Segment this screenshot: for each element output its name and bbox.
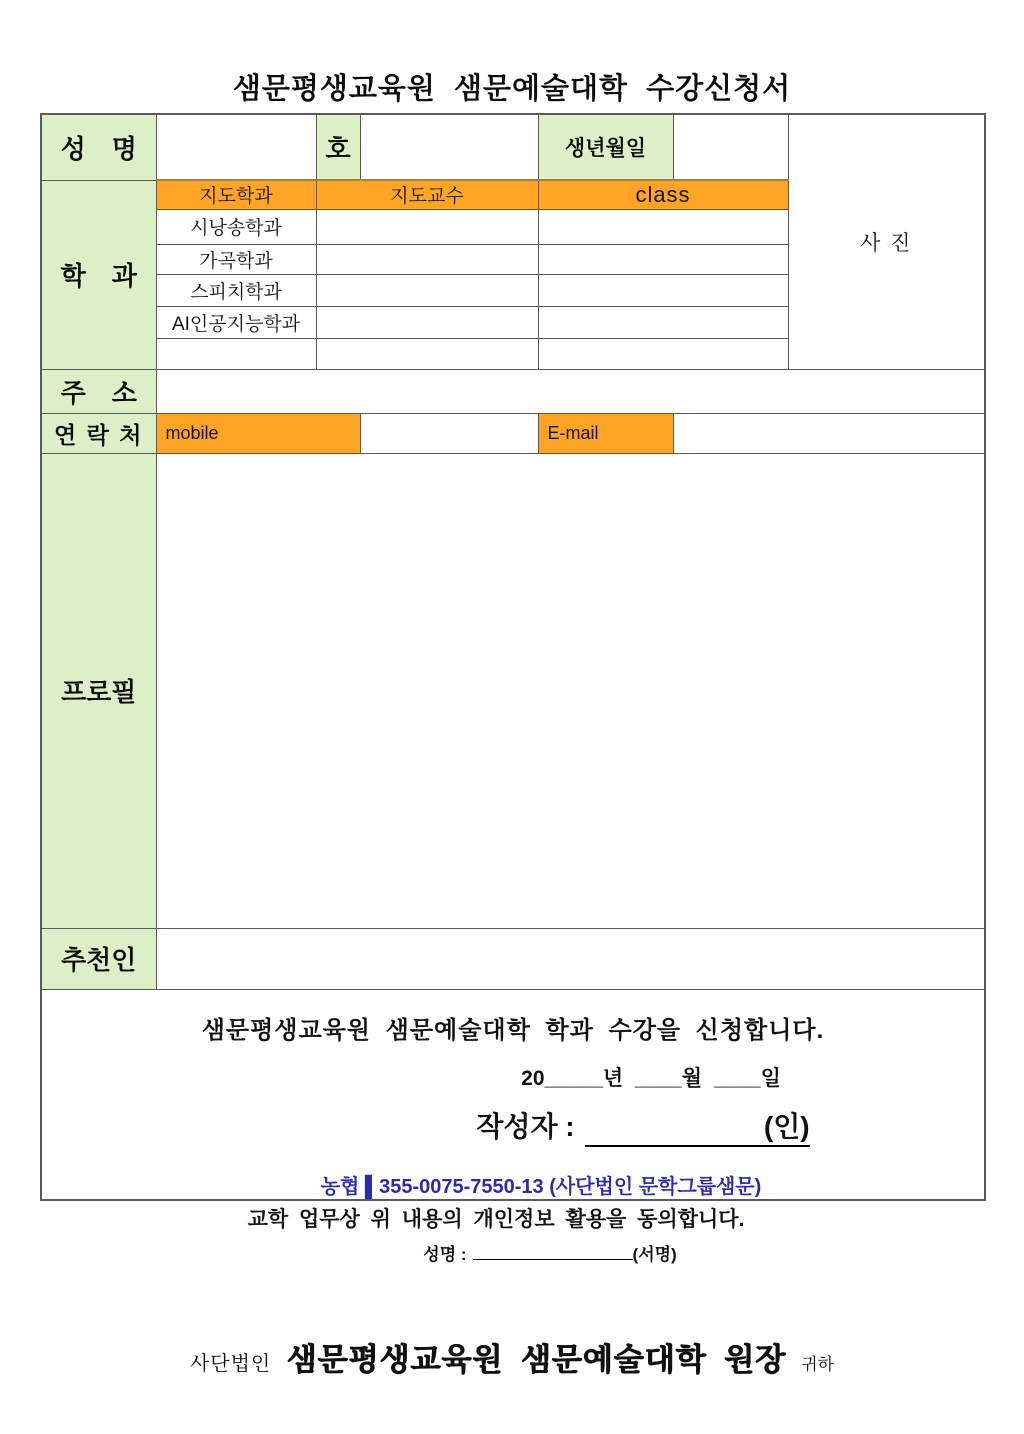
dept-row-speech: 스피치학과 bbox=[156, 274, 316, 306]
professor-cell-3[interactable] bbox=[316, 274, 538, 306]
advisor-professor-header: 지도교수 bbox=[316, 180, 538, 209]
mobile-value-cell[interactable] bbox=[360, 413, 538, 453]
addressee-line bbox=[0, 1334, 1024, 1379]
sign-name-blank[interactable] bbox=[473, 1259, 633, 1260]
writer-signature-blank[interactable] bbox=[585, 1105, 810, 1147]
signature-line bbox=[38, 1240, 1024, 1265]
class-cell-5[interactable] bbox=[538, 338, 788, 369]
writer-label: 작성자 : bbox=[476, 1110, 575, 1142]
date-fill-line[interactable]: 20_____년 ____월 ____일 bbox=[521, 1066, 781, 1090]
birthdate-label: 생년월일 bbox=[538, 114, 673, 180]
org-prefix: 사단법인 bbox=[189, 1353, 272, 1375]
writer-line bbox=[172, 1105, 985, 1147]
contact-label: 연 락 처 bbox=[41, 413, 156, 453]
sign-suffix: (서명) bbox=[632, 1245, 677, 1264]
photo-box: 사 진 bbox=[788, 114, 985, 369]
address-label: 주 소 bbox=[41, 369, 156, 413]
registration-form-table bbox=[40, 113, 986, 1201]
application-statement: 샘문평생교육원 샘문예술대학 학과 수강을 신청합니다. bbox=[201, 1016, 825, 1044]
dept-row-ai: AI인공지능학과 bbox=[156, 306, 316, 338]
class-cell-3[interactable] bbox=[538, 274, 788, 306]
org-name-director: 샘문평생교육원 샘문예술대학 원장 bbox=[286, 1342, 786, 1377]
name-value-cell[interactable] bbox=[156, 114, 316, 180]
dept-row-art-song: 가곡학과 bbox=[156, 244, 316, 274]
pen-name-label: 호 bbox=[316, 114, 360, 180]
dept-row-poetry-recitation: 시낭송학과 bbox=[156, 209, 316, 244]
privacy-consent-text: 교학 업무상 위 내용의 개인정보 활용을 동의합니다. bbox=[247, 1208, 745, 1231]
department-label: 학 과 bbox=[41, 180, 156, 369]
class-cell-4[interactable] bbox=[538, 306, 788, 338]
class-header: class bbox=[538, 180, 788, 209]
dept-row-empty[interactable] bbox=[156, 338, 316, 369]
form-title: 샘문평생교육원 샘문예술대학 수강신청서 bbox=[232, 73, 792, 105]
name-label: 성 명 bbox=[41, 114, 156, 180]
class-cell-1[interactable] bbox=[538, 209, 788, 244]
professor-cell-4[interactable] bbox=[316, 306, 538, 338]
statement-section bbox=[41, 989, 985, 1200]
sign-name-label: 성명 : bbox=[423, 1245, 467, 1264]
email-label: E-mail bbox=[538, 413, 673, 453]
seal-mark: (인) bbox=[763, 1110, 810, 1142]
professor-cell-1[interactable] bbox=[316, 209, 538, 244]
profile-value-cell[interactable] bbox=[156, 453, 985, 928]
pen-name-value-cell[interactable] bbox=[360, 114, 538, 180]
bank-account-line: 농협 ▌355-0075-7550-13 (사단법인 문학그룹샘문) bbox=[320, 1175, 762, 1198]
birthdate-value-cell[interactable] bbox=[673, 114, 788, 180]
recommender-label: 추천인 bbox=[41, 928, 156, 989]
advisor-dept-header: 지도학과 bbox=[156, 180, 316, 209]
class-cell-2[interactable] bbox=[538, 244, 788, 274]
professor-cell-5[interactable] bbox=[316, 338, 538, 369]
mobile-label: mobile bbox=[156, 413, 360, 453]
email-value-cell[interactable] bbox=[673, 413, 985, 453]
professor-cell-2[interactable] bbox=[316, 244, 538, 274]
address-value-cell[interactable] bbox=[156, 369, 985, 413]
org-honorific: 귀하 bbox=[801, 1355, 835, 1374]
profile-label: 프로필 bbox=[41, 453, 156, 928]
recommender-value-cell[interactable] bbox=[156, 928, 985, 989]
